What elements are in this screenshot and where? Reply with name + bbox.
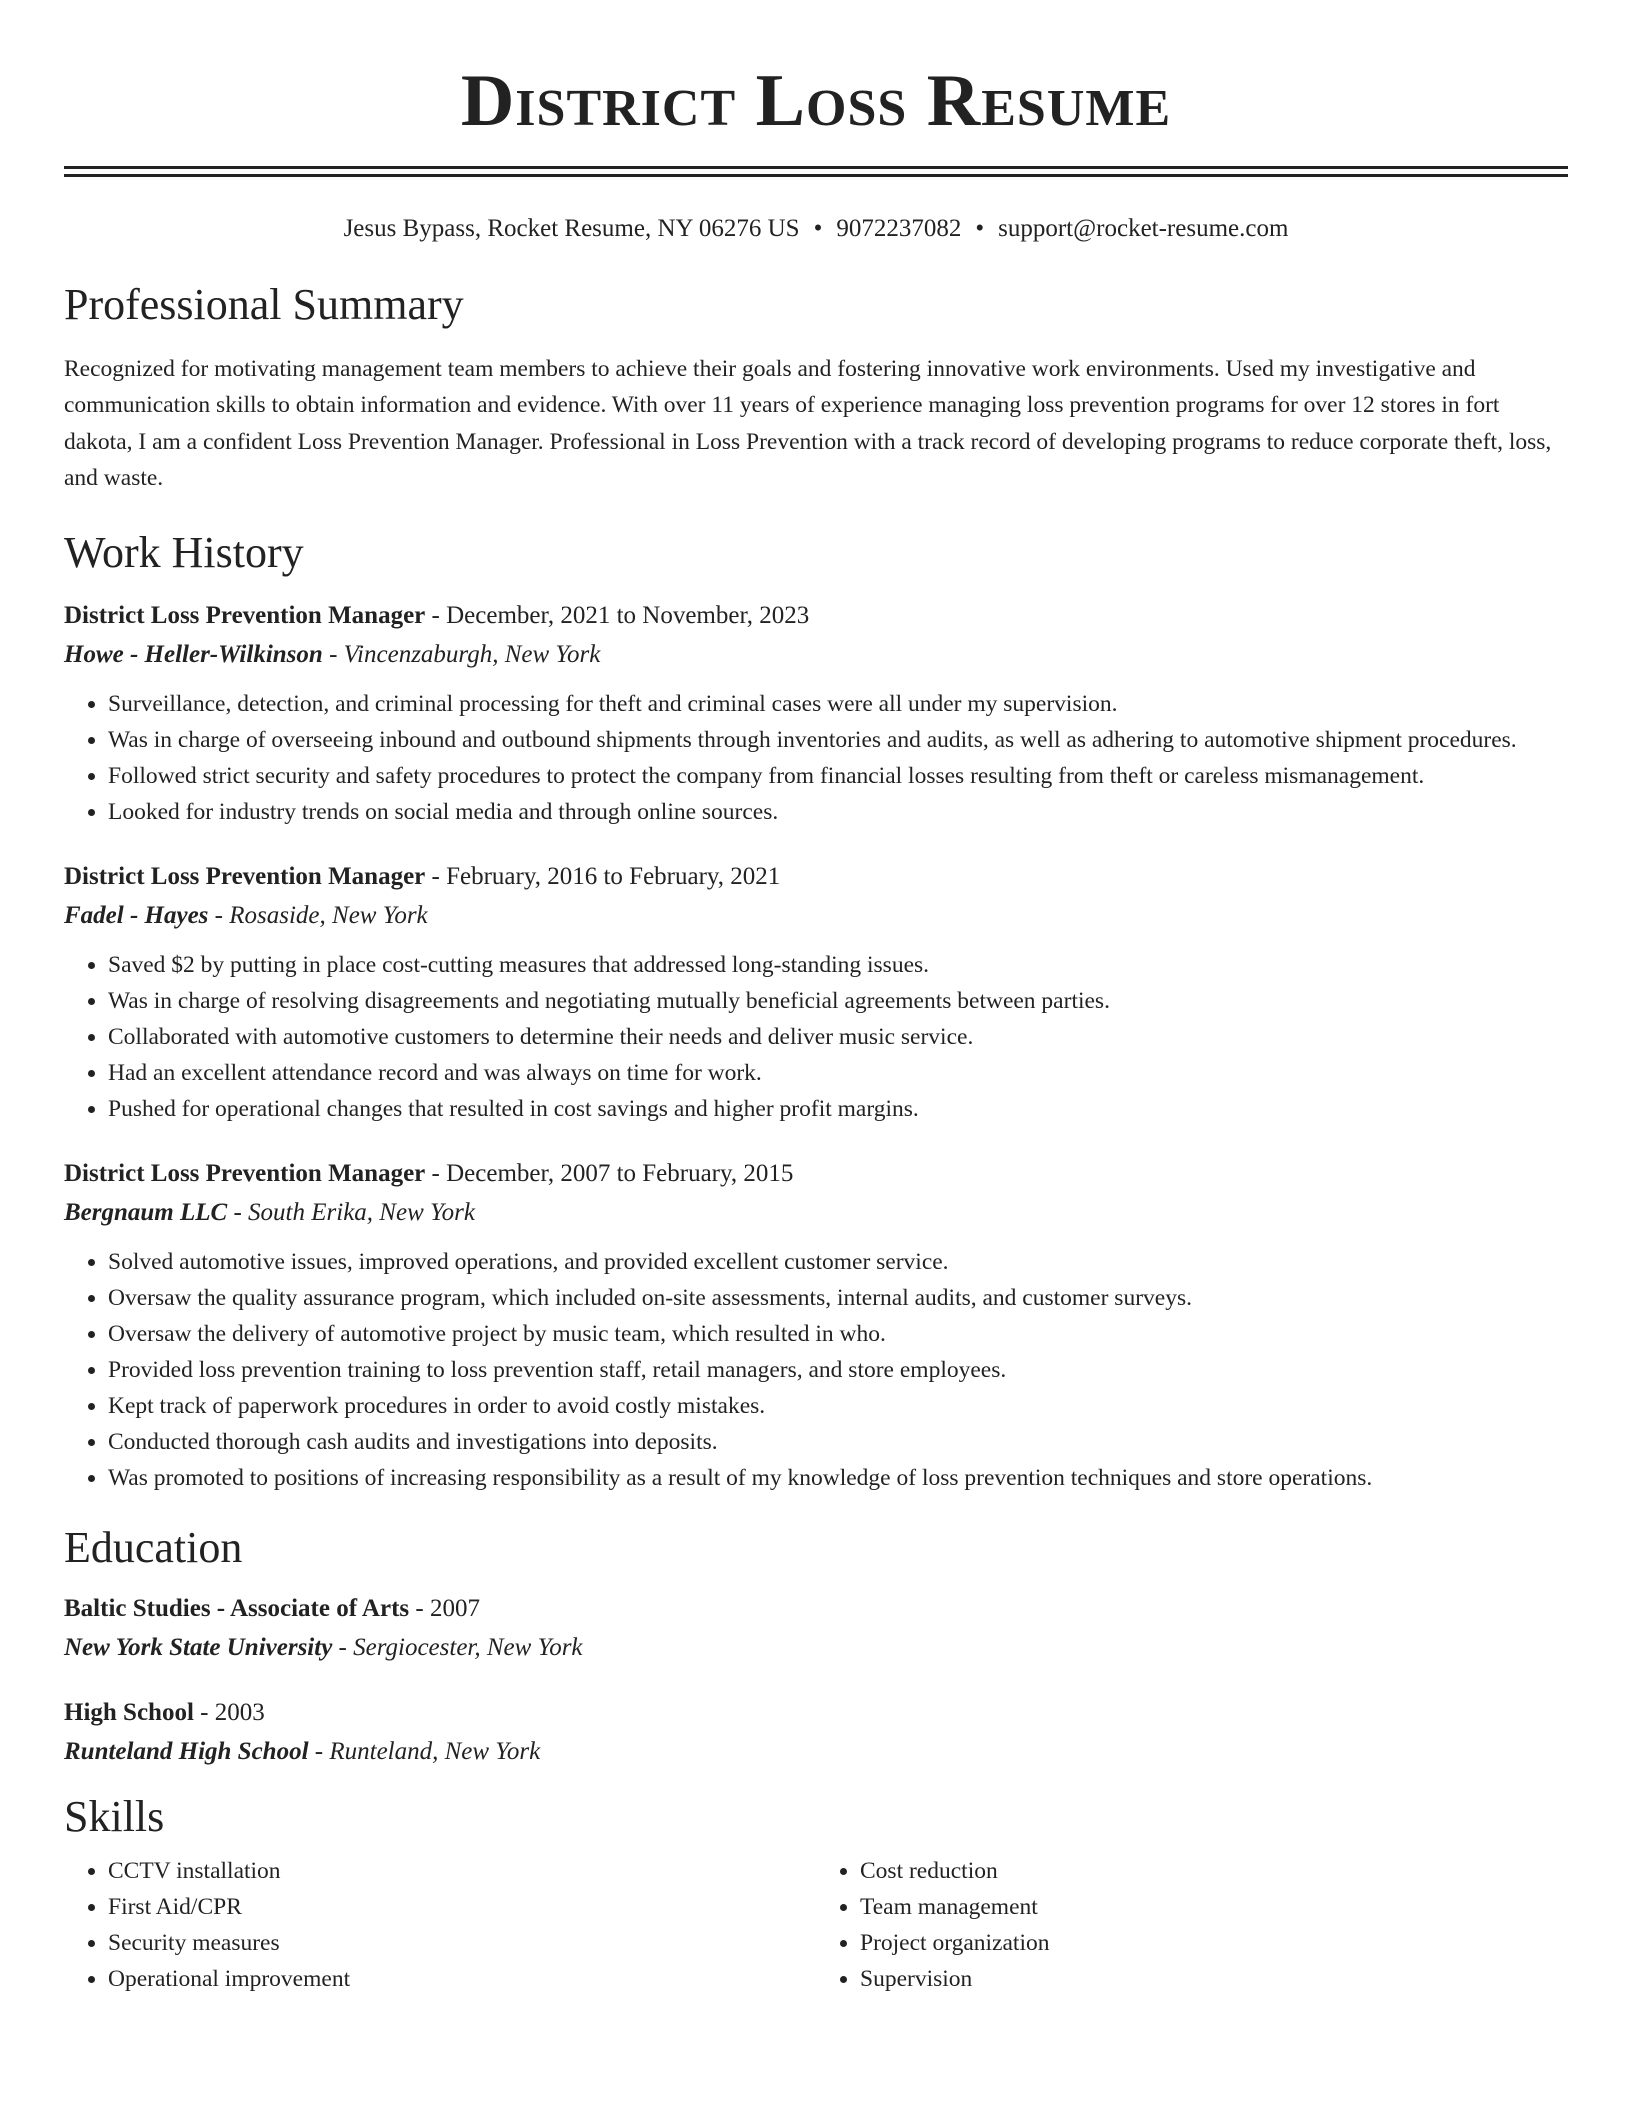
job-dates: - December, 2021 to November, 2023 (425, 601, 810, 629)
list-item: • Cost reduction (860, 1853, 1568, 1889)
education-school-line (64, 1631, 1568, 1665)
job-entry (64, 599, 1568, 830)
job-company: Bergnaum LLC (64, 1198, 228, 1226)
resume-title: District Loss Resume (460, 60, 1172, 142)
list-item: • Was promoted to positions of increasing responsibility as a result of my knowledge of loss prevention techniques and store operations. (108, 1460, 1568, 1496)
list-item: • Operational improvement (108, 1961, 816, 1997)
education-location: - Sergiocester, New York (332, 1633, 583, 1661)
list-item: • Provided loss prevention training to loss prevention staff, retail managers, and store employees. (108, 1352, 1568, 1388)
list-item: • Surveillance, detection, and criminal processing for theft and criminal cases were all under my supervision. (108, 686, 1568, 722)
list-item: • Kept track of paperwork procedures in order to avoid costly mistakes. (108, 1388, 1568, 1424)
list-item: • Collaborated with automotive customers to determine their needs and deliver music service. (108, 1019, 1568, 1055)
list-item: • Was in charge of resolving disagreements and negotiating mutually beneficial agreements between parties. (108, 983, 1568, 1019)
list-item: • Oversaw the quality assurance program, which included on-site assessments, internal audits, and customer surveys. (108, 1280, 1568, 1316)
summary-text: Recognized for motivating management team members to achieve their goals and fostering innovative work environments. Used my investigative and communication skills to obtain information and evidence. With over 11 years of experience managing loss prevention programs for over 12 stores in fort dakota, I am a confident Loss Prevention Manager. Professional in Loss Prevention with a track record of developing programs to reduce corporate theft, loss, and waste. (64, 356, 1552, 492)
job-company: Fadel - Hayes (64, 901, 209, 929)
job-company-line (64, 1196, 1568, 1230)
list-item: • First Aid/CPR (108, 1889, 816, 1925)
job-title: District Loss Prevention Manager (64, 862, 426, 890)
job-title-line (64, 1157, 1568, 1191)
title-double-rule (64, 166, 1568, 177)
education-entry (64, 1696, 1568, 1769)
job-duties-list (64, 1244, 1568, 1496)
list-item: • Conducted thorough cash audits and investigations into deposits. (108, 1424, 1568, 1460)
education-school-line (64, 1735, 1568, 1769)
list-item: • Saved $2 by putting in place cost-cutting measures that addressed long-standing issues. (108, 947, 1568, 983)
skills-heading: Skills (64, 1791, 165, 1841)
job-duties-list (64, 947, 1568, 1127)
education-degree: High School (64, 1698, 194, 1726)
education-school: Runteland High School (64, 1737, 309, 1765)
job-company: Howe - Heller-Wilkinson (64, 640, 323, 668)
education-degree-line (64, 1696, 1568, 1730)
contact-separator: • (813, 215, 823, 242)
job-duties-list (64, 686, 1568, 830)
summary-heading: Professional Summary (64, 280, 464, 329)
job-company-line (64, 899, 1568, 933)
job-title: District Loss Prevention Manager (64, 601, 426, 629)
list-item: • Solved automotive issues, improved operations, and provided excellent customer service. (108, 1244, 1568, 1280)
list-item: • Security measures (108, 1925, 816, 1961)
job-company-line (64, 638, 1568, 672)
education-year: - 2003 (193, 1698, 265, 1726)
contact-address: Jesus Bypass, Rocket Resume, NY 06276 US (343, 215, 800, 242)
education-school: New York State University (64, 1633, 333, 1661)
list-item: • Looked for industry trends on social media and through online sources. (108, 794, 1568, 830)
list-item: • Followed strict security and safety procedures to protect the company from financial losses resulting from theft or careless mismanagement. (108, 758, 1568, 794)
job-dates: - February, 2016 to February, 2021 (425, 862, 781, 890)
contact-phone: 9072237082 (836, 215, 962, 242)
job-title-line (64, 860, 1568, 894)
job-entry (64, 860, 1568, 1127)
contact-separator: • (975, 215, 985, 242)
education-degree-line (64, 1592, 1568, 1626)
job-title: District Loss Prevention Manager (64, 1159, 426, 1187)
job-location: - Rosaside, New York (208, 901, 428, 929)
job-location: - South Erika, New York (227, 1198, 475, 1226)
list-item: • CCTV installation (108, 1853, 816, 1889)
job-title-line (64, 599, 1568, 633)
list-item: • Team management (860, 1889, 1568, 1925)
skills-list-right (816, 1853, 1568, 1997)
contact-line (64, 213, 1568, 245)
list-item: • Supervision (860, 1961, 1568, 1997)
list-item: • Had an excellent attendance record and was always on time for work. (108, 1055, 1568, 1091)
list-item: • Project organization (860, 1925, 1568, 1961)
work-history-heading: Work History (64, 527, 304, 577)
list-item: • Was in charge of overseeing inbound and outbound shipments through inventories and audits, as well as adhering to automotive shipment procedures. (108, 722, 1568, 758)
list-item: • Oversaw the delivery of automotive project by music team, which resulted in who. (108, 1316, 1568, 1352)
education-year: - 2007 (409, 1594, 480, 1622)
job-location: - Vincenzaburgh, New York (322, 640, 601, 668)
skills-columns (64, 1853, 1568, 1997)
job-entry (64, 1157, 1568, 1496)
education-entry (64, 1592, 1568, 1665)
education-heading: Education (64, 1522, 243, 1572)
education-location: - Runteland, New York (308, 1737, 541, 1765)
skills-list-left (64, 1853, 816, 1997)
job-dates: - December, 2007 to February, 2015 (425, 1159, 794, 1187)
education-degree: Baltic Studies - Associate of Arts (64, 1594, 410, 1622)
contact-email: support@rocket-resume.com (998, 215, 1289, 242)
list-item: • Pushed for operational changes that resulted in cost savings and higher profit margins. (108, 1091, 1568, 1127)
